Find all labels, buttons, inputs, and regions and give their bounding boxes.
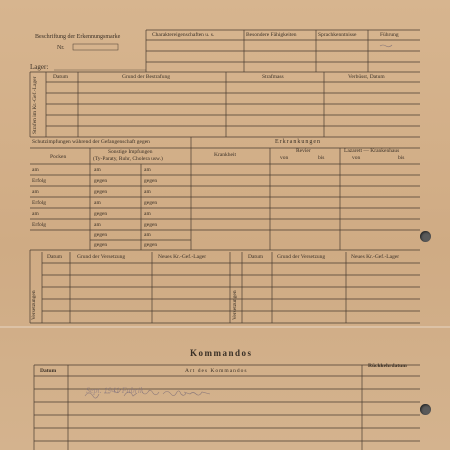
sonstige-row: am: [94, 200, 101, 206]
sonstige-row: gegen: [94, 242, 108, 248]
sonstige-row: am: [144, 167, 151, 173]
versetzungen-datum-right: Datum: [248, 254, 263, 260]
erkrankungen-krankheit: Krankheit: [214, 152, 236, 158]
pocken-row: am: [32, 167, 39, 173]
strafen-side-label: Strafen im Kr.-Gef.-Lager: [32, 76, 38, 134]
strafen-verbuesst: Verbüsst, Datum: [348, 74, 385, 80]
versetzungen-lager-left: Neues Kr.-Gef.-Lager: [158, 254, 207, 260]
erkrankungen-title: Erkrankungen: [275, 139, 321, 145]
sonstige-row: gegen: [94, 178, 108, 184]
pocken-row: Erfolg: [32, 222, 47, 228]
versetzungen-lager-right: Neues Kr.-Gef.-Lager: [351, 254, 400, 260]
sonstige-row: am: [94, 222, 101, 228]
header-charakter: Charaktereigenschaften u. s.: [152, 32, 215, 38]
pocken-row: am: [32, 211, 39, 217]
impfungen-pocken: Pocken: [50, 154, 67, 160]
erkrankungen-revier-von: von: [280, 155, 289, 161]
erkrankungen-revier: Revier: [296, 148, 311, 154]
sonstige-row: gegen: [144, 222, 158, 228]
kommandos-datum: Datum: [40, 368, 57, 374]
pocken-row: am: [32, 189, 39, 195]
versetzungen-grund-left: Grund der Versetzung: [77, 254, 126, 260]
pocken-row: Erfolg: [32, 178, 47, 184]
erkrankungen-lazarett-bis: bis: [398, 155, 405, 161]
erkrankungen-lazarett-von: von: [352, 155, 361, 161]
header-fuehrung: Führung: [380, 32, 399, 38]
strafen-datum: Datum: [53, 74, 68, 80]
strafen-strafmass: Strafmass: [262, 74, 284, 80]
punch-hole-lower: [420, 404, 431, 415]
handwritten-entry: Sept. 1941 Fabrik: [86, 386, 144, 395]
kommandos-title: Kommandos: [190, 348, 253, 358]
sonstige-row: gegen: [94, 189, 108, 195]
label-beschriftung: Beschriftung der Erkennungsmarke: [35, 34, 121, 40]
impfungen-sonstige-1: Sonstige Impfungen: [108, 149, 153, 155]
sonstige-row: gegen: [94, 211, 108, 217]
punch-hole-upper: [420, 231, 431, 242]
sonstige-row: am: [144, 189, 151, 195]
impfungen-sonstige-2: (Ty-Paraty, Ruhr, Cholera usw.): [93, 156, 163, 162]
erkrankungen-revier-bis: bis: [318, 155, 325, 161]
versetzungen-grund-right: Grund der Versetzung: [277, 254, 326, 260]
sonstige-row: gegen: [144, 242, 158, 248]
sonstige-row: am: [144, 211, 151, 217]
strafen-grund: Grund der Bestrafung: [122, 74, 170, 80]
versetzungen-side-label-right: Versetzungen: [232, 290, 238, 320]
sonstige-row: gegen: [144, 200, 158, 206]
versetzungen-datum-left: Datum: [47, 254, 62, 260]
label-lager: Lager:: [30, 63, 49, 71]
sonstige-row: gegen: [94, 232, 108, 238]
sonstige-row: am: [144, 232, 151, 238]
label-nr: Nr.: [57, 45, 65, 51]
header-sprachkenntnisse: Sprachkenntnisse: [318, 32, 357, 38]
erkrankungen-lazarett: Lazarett — Krankenhaus: [344, 148, 400, 154]
pocken-row: Erfolg: [32, 200, 47, 206]
sonstige-row: gegen: [144, 178, 158, 184]
kommandos-rueckkehr: Rückkehrdatum: [368, 363, 407, 369]
sonstige-row: am: [94, 167, 101, 173]
impfungen-title: Schutzimpfungen während der Gefangenschaft gegen: [32, 139, 150, 145]
header-faehigkeiten: Besondere Fähigkeiten: [246, 32, 297, 38]
versetzungen-side-label-left: Versetzungen: [31, 290, 37, 320]
kommandos-art: Art des Kommandos: [185, 368, 248, 374]
